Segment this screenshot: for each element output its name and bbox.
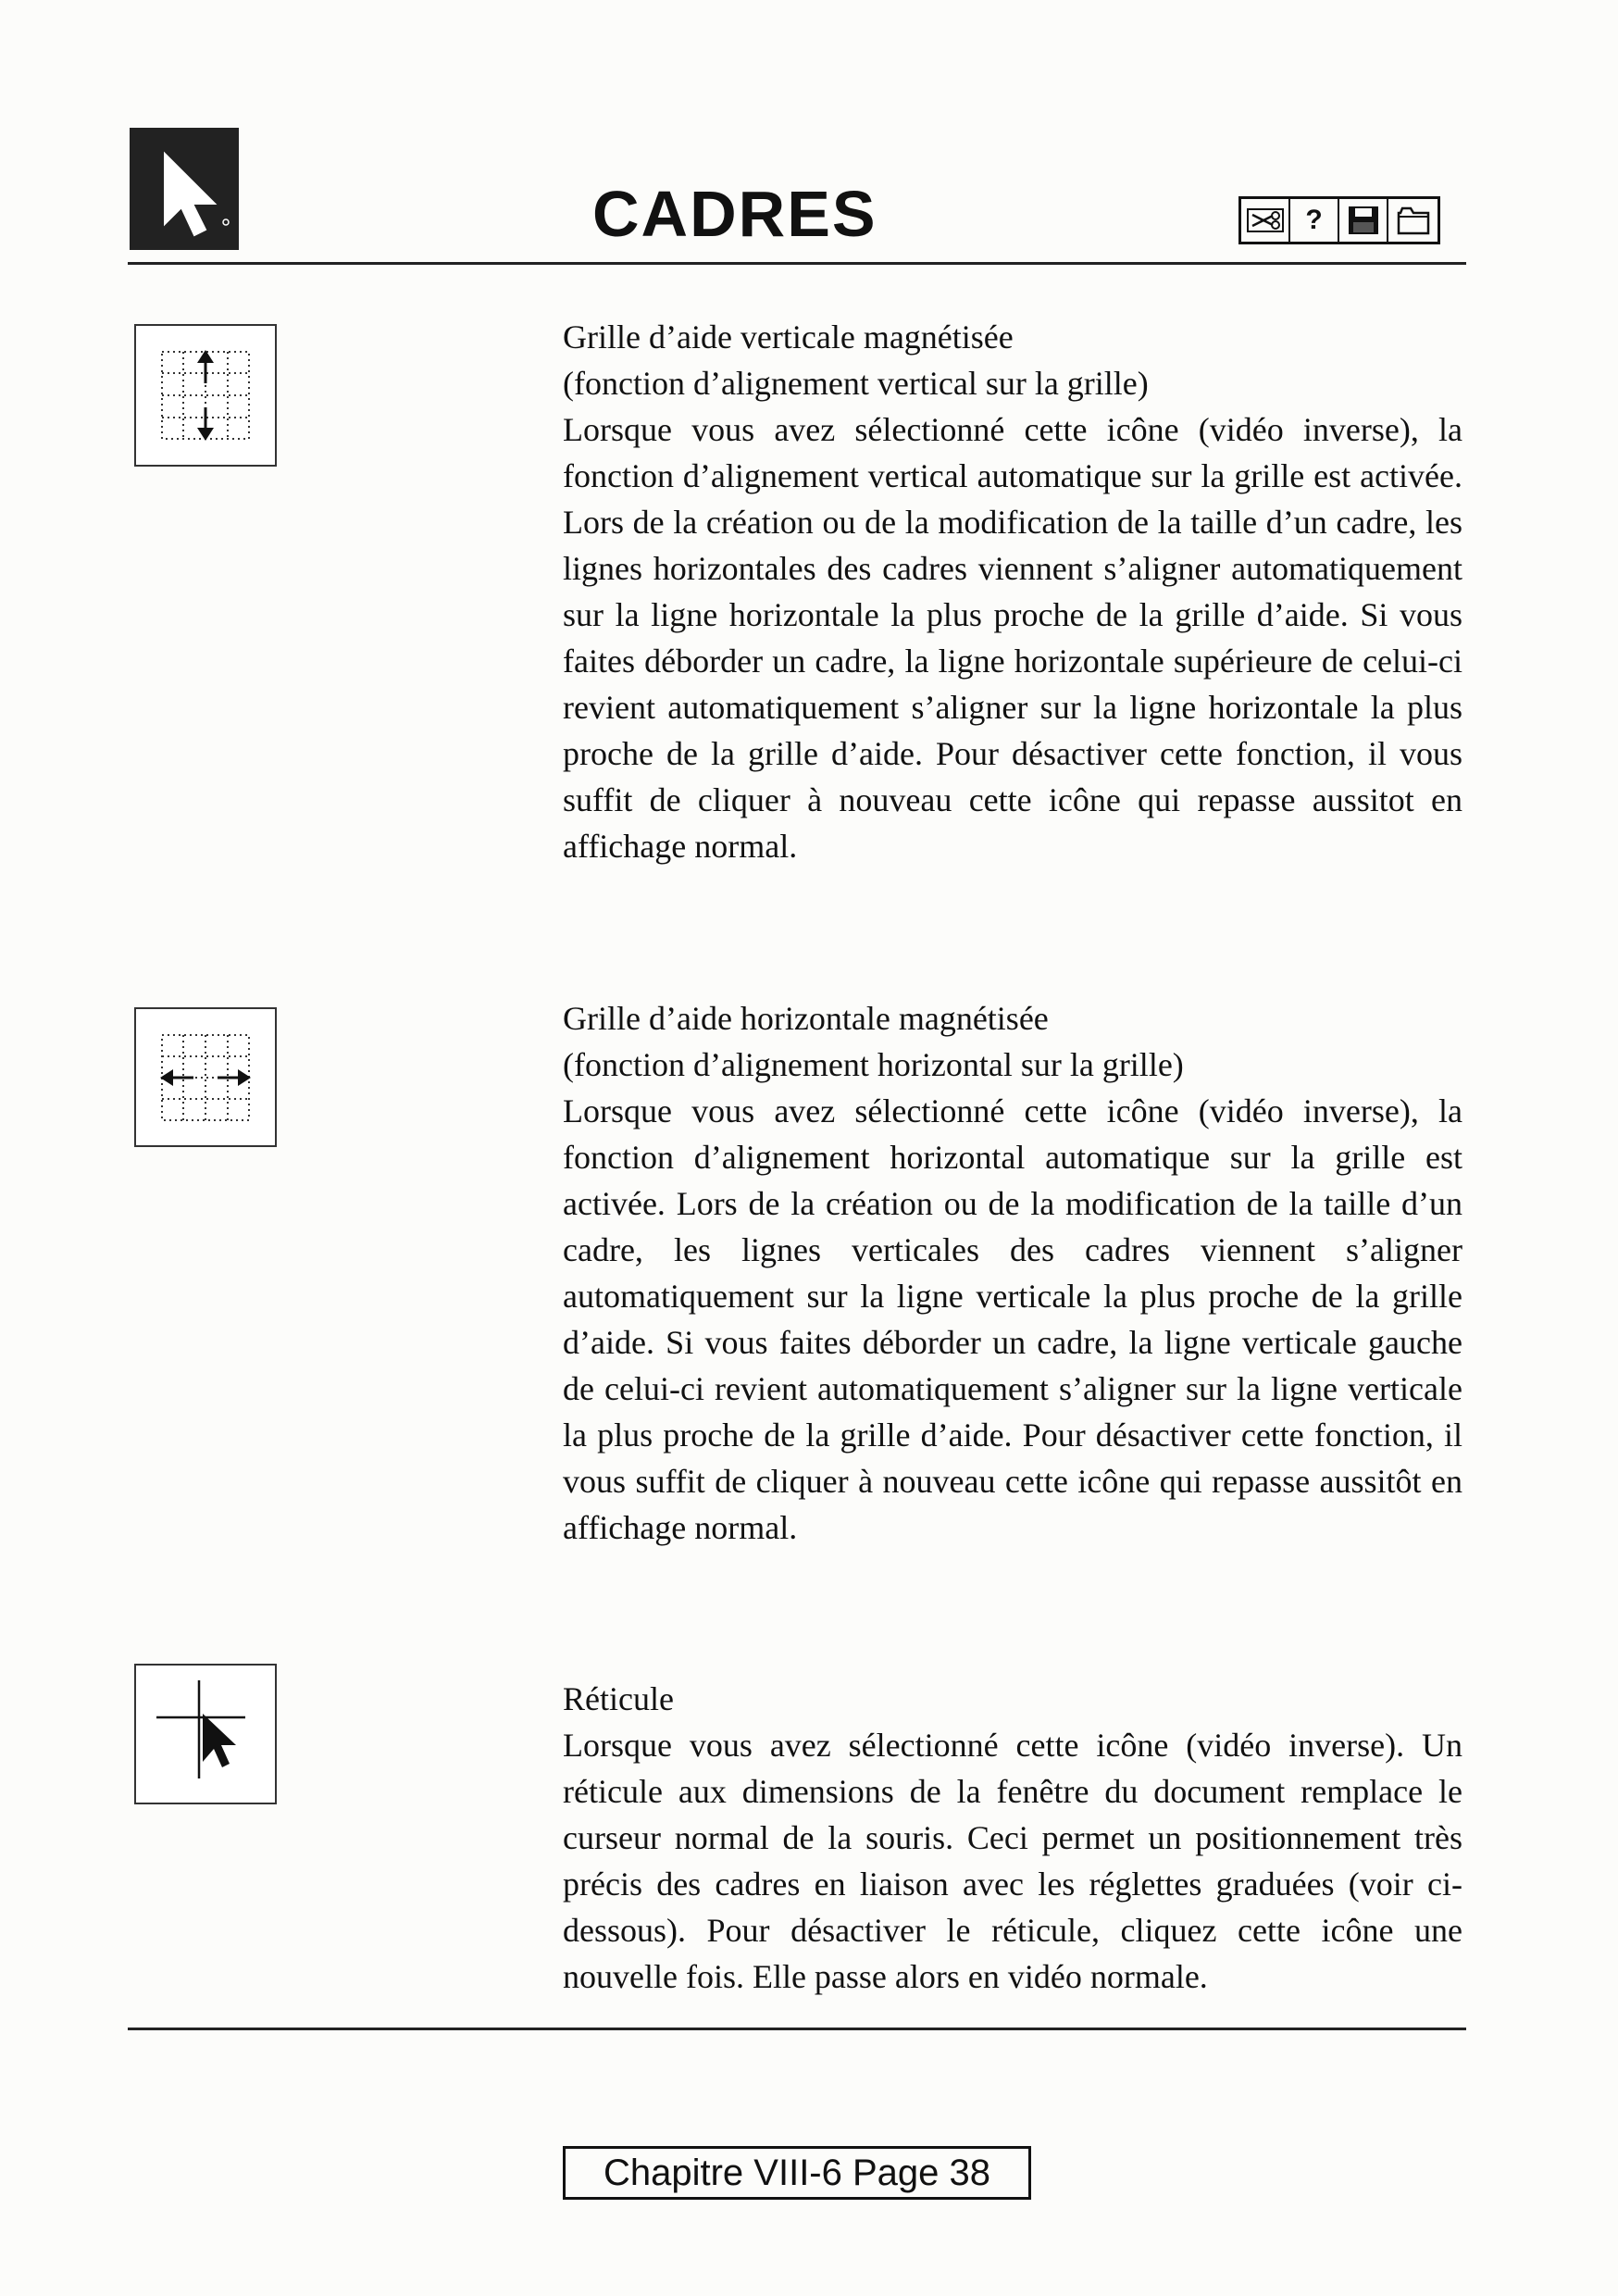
folder-icon[interactable] xyxy=(1388,199,1438,242)
header-rule xyxy=(128,262,1466,265)
section-vertical-grid xyxy=(563,314,1462,869)
section-heading: Grille d’aide verticale magnétisée xyxy=(563,318,1014,356)
section-body: Lorsque vous avez sélectionné cette icône (vidéo inverse), la fonction d’alignement vertical automatique sur la grille est activée. Lors de la création ou de la modification de la taille d’un cadre, les lignes horizontales des cadres viennent s’aligner automatiquement sur la ligne horizontale la plus proche de la grille d’aide. Si vous faites déborder un cadre, la ligne horizontale supérieure de celui-ci revient automatiquement s’aligner sur la ligne horizontale la plus proche de la grille d’aide. Pour désactiver cette fonction, il vous suffit de cliquer à nouveau cette icône qui repasse aussitot en affichage normal. xyxy=(563,411,1462,865)
section-subheading: (fonction d’alignement horizontal sur la grille) xyxy=(563,1046,1184,1083)
page-number-label: Chapitre VIII-6 Page 38 xyxy=(563,2146,1031,2200)
scissors-icon[interactable] xyxy=(1241,199,1290,242)
arrow-cursor-icon xyxy=(130,128,239,250)
help-label: ? xyxy=(1305,205,1323,235)
section-heading: Réticule xyxy=(563,1680,674,1717)
section-heading: Grille d’aide horizontale magnétisée xyxy=(563,1000,1049,1037)
toolbar xyxy=(1238,196,1440,244)
horizontal-magnetic-grid-icon[interactable] xyxy=(134,1007,277,1147)
reticle-icon[interactable] xyxy=(134,1664,277,1804)
section-body: Lorsque vous avez sélectionné cette icône (vidéo inverse), la fonction d’alignement horizontal automatique sur la grille est activée. Lors de la création ou de la modification de la taille d’un cadre, les lignes verticales des cadres viennent s’aligner automatiquement sur la ligne verticale la plus proche de la grille d’aide. Si vous faites déborder un cadre, la ligne verticale gauche de celui-ci revient automatiquement s’aligner sur la ligne verticale la plus proche de la grille d’aide. Pour désactiver cette fonction, il vous suffit de cliquer à nouveau cette icône qui repasse aussitôt en affichage normal. xyxy=(563,1092,1462,1546)
section-subheading: (fonction d’alignement vertical sur la grille) xyxy=(563,365,1149,402)
section-reticle xyxy=(563,1676,1462,2028)
section-horizontal-grid xyxy=(563,995,1462,1551)
section-body: Lorsque vous avez sélectionné cette icône (vidéo inverse). Un réticule aux dimensions de la fenêtre du document remplace le curseur normal de la souris. Ceci permet un positionnement très précis des cadres en liaison avec les réglettes graduées (voir ci-dessous). Pour désactiver le réticule, cliquez cette icône une nouvelle fois. Elle passe alors en vidéo normale. xyxy=(563,1727,1462,1995)
page-title: CADRES xyxy=(592,178,877,250)
disk-icon[interactable] xyxy=(1339,199,1388,242)
help-icon[interactable] xyxy=(1290,199,1339,242)
footer-rule xyxy=(128,2028,1466,2030)
vertical-magnetic-grid-icon[interactable] xyxy=(134,324,277,467)
